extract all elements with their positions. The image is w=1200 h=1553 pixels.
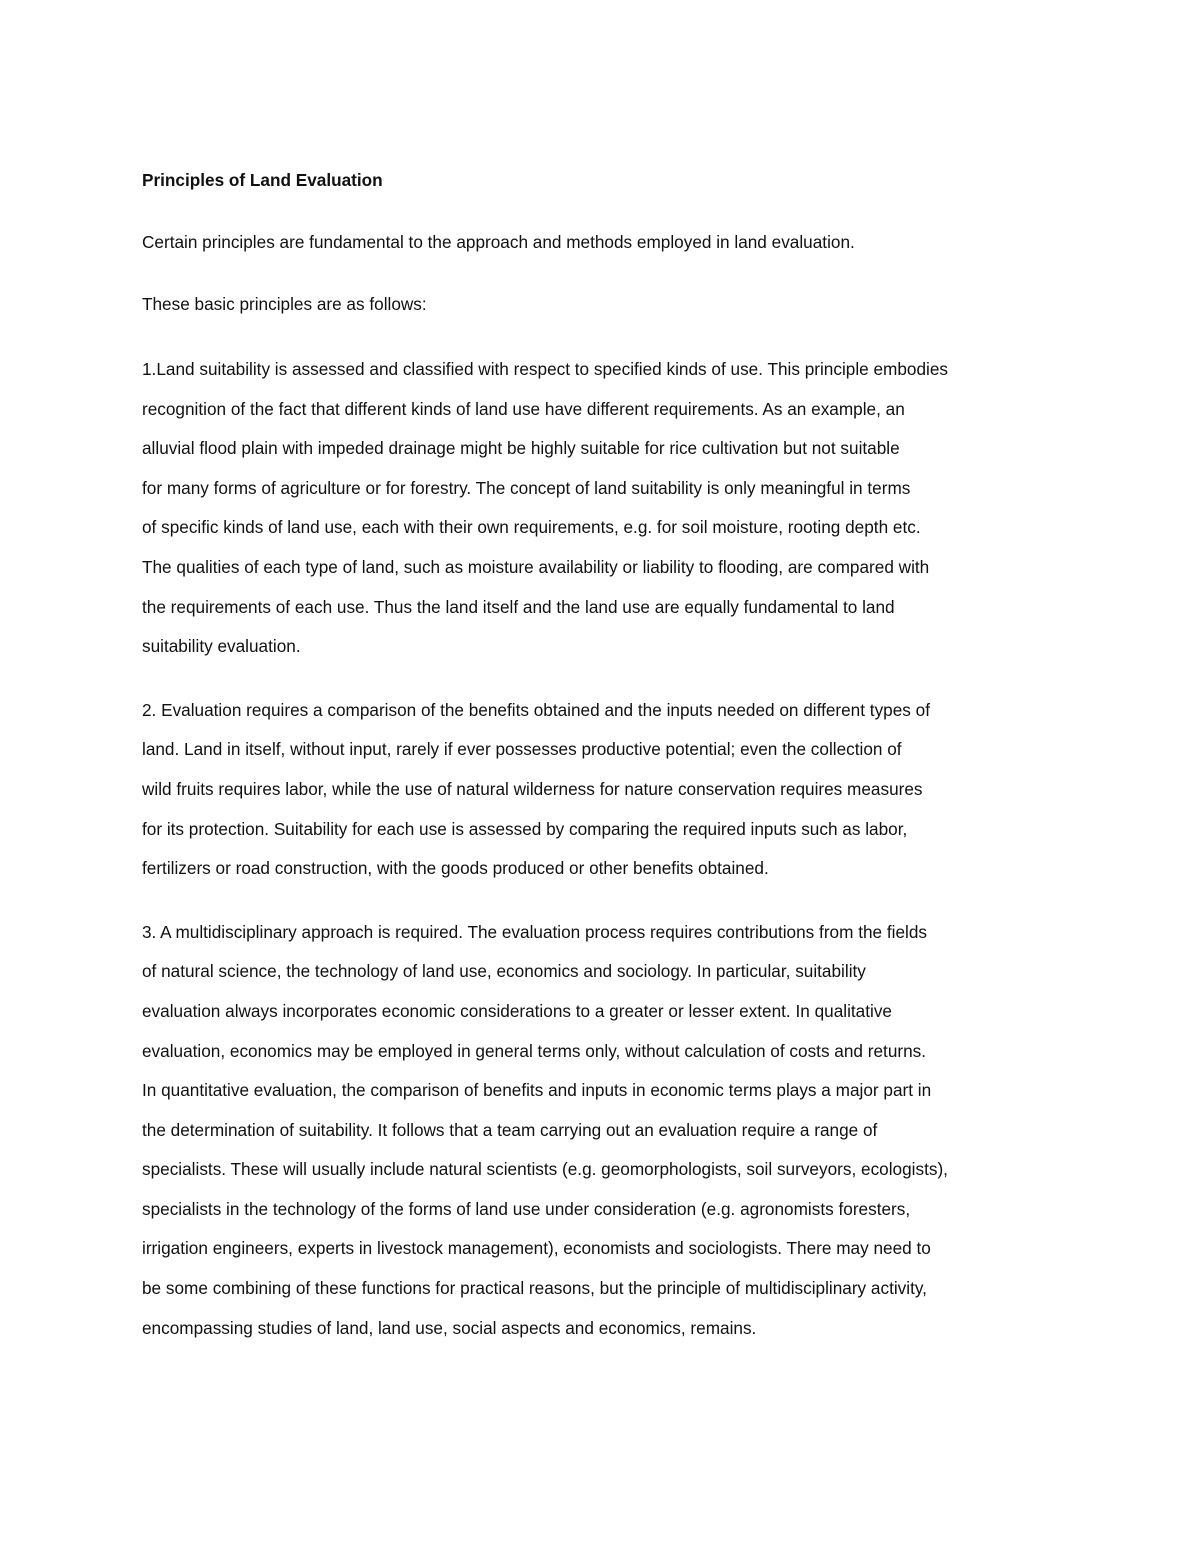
text-line: evaluation, economics may be employed in general terms only, without calculation of costs and returns. — [142, 1040, 927, 1061]
document-body — [142, 164, 1060, 1372]
principle-2-paragraph — [142, 691, 1060, 889]
principle-3-paragraph — [142, 913, 1060, 1349]
document-title: Principles of Land Evaluation — [142, 170, 383, 190]
text-line: specialists in the technology of the forms of land use under consideration (e.g. agronomists foresters, — [142, 1198, 911, 1219]
text-line: specialists. These will usually include natural scientists (e.g. geomorphologists, soil surveyors, ecologists), — [142, 1159, 948, 1180]
text-line: be some combining of these functions for practical reasons, but the principle of multidisciplinary activity, — [142, 1278, 927, 1299]
text-line: suitability evaluation. — [142, 636, 301, 657]
text-line: The qualities of each type of land, such as moisture availability or liability to flooding, are compared with — [142, 556, 930, 577]
principle-1-paragraph — [142, 350, 1060, 667]
text-line: 2. Evaluation requires a comparison of the benefits obtained and the inputs needed on different types of — [142, 699, 930, 720]
text-line: for many forms of agriculture or for forestry. The concept of land suitability is only meaningful in terms — [142, 477, 911, 498]
text-line: irrigation engineers, experts in livestock management), economists and sociologists. There may need to — [142, 1238, 931, 1259]
lead-in-paragraph: These basic principles are as follows: — [142, 294, 427, 314]
text-line: 3. A multidisciplinary approach is required. The evaluation process requires contributions from the fields — [142, 921, 927, 942]
text-line: 1.Land suitability is assessed and classified with respect to specified kinds of use. This principle embodies — [142, 359, 949, 379]
text-line: the determination of suitability. It follows that a team carrying out an evaluation require a range of — [142, 1119, 878, 1140]
text-line: In quantitative evaluation, the comparison of benefits and inputs in economic terms plays a major part in — [142, 1080, 932, 1101]
text-line: of specific kinds of land use, each with their own requirements, e.g. for soil moisture, rooting depth etc. — [142, 517, 921, 538]
text-line: alluvial flood plain with impeded drainage might be highly suitable for rice cultivation but not suitable — [142, 438, 900, 459]
text-line: for its protection. Suitability for each use is assessed by comparing the required inputs such as labor, — [142, 818, 908, 839]
text-line: encompassing studies of land, land use, social aspects and economics, remains. — [142, 1317, 757, 1338]
text-line: fertilizers or road construction, with the goods produced or other benefits obtained. — [142, 858, 769, 879]
text-line: land. Land in itself, without input, rarely if ever possesses productive potential; even the collection of — [142, 739, 902, 760]
text-line: wild fruits requires labor, while the use of natural wilderness for nature conservation requires measures — [142, 778, 923, 799]
text-line: of natural science, the technology of land use, economics and sociology. In particular, suitability — [142, 961, 866, 982]
intro-paragraph: Certain principles are fundamental to the approach and methods employed in land evaluation. — [142, 232, 855, 252]
text-line: the requirements of each use. Thus the land itself and the land use are equally fundamental to land — [142, 596, 895, 617]
text-line: recognition of the fact that different kinds of land use have different requirements. As an example, an — [142, 398, 905, 419]
text-line: evaluation always incorporates economic considerations to a greater or lesser extent. In qualitative — [142, 1000, 892, 1021]
